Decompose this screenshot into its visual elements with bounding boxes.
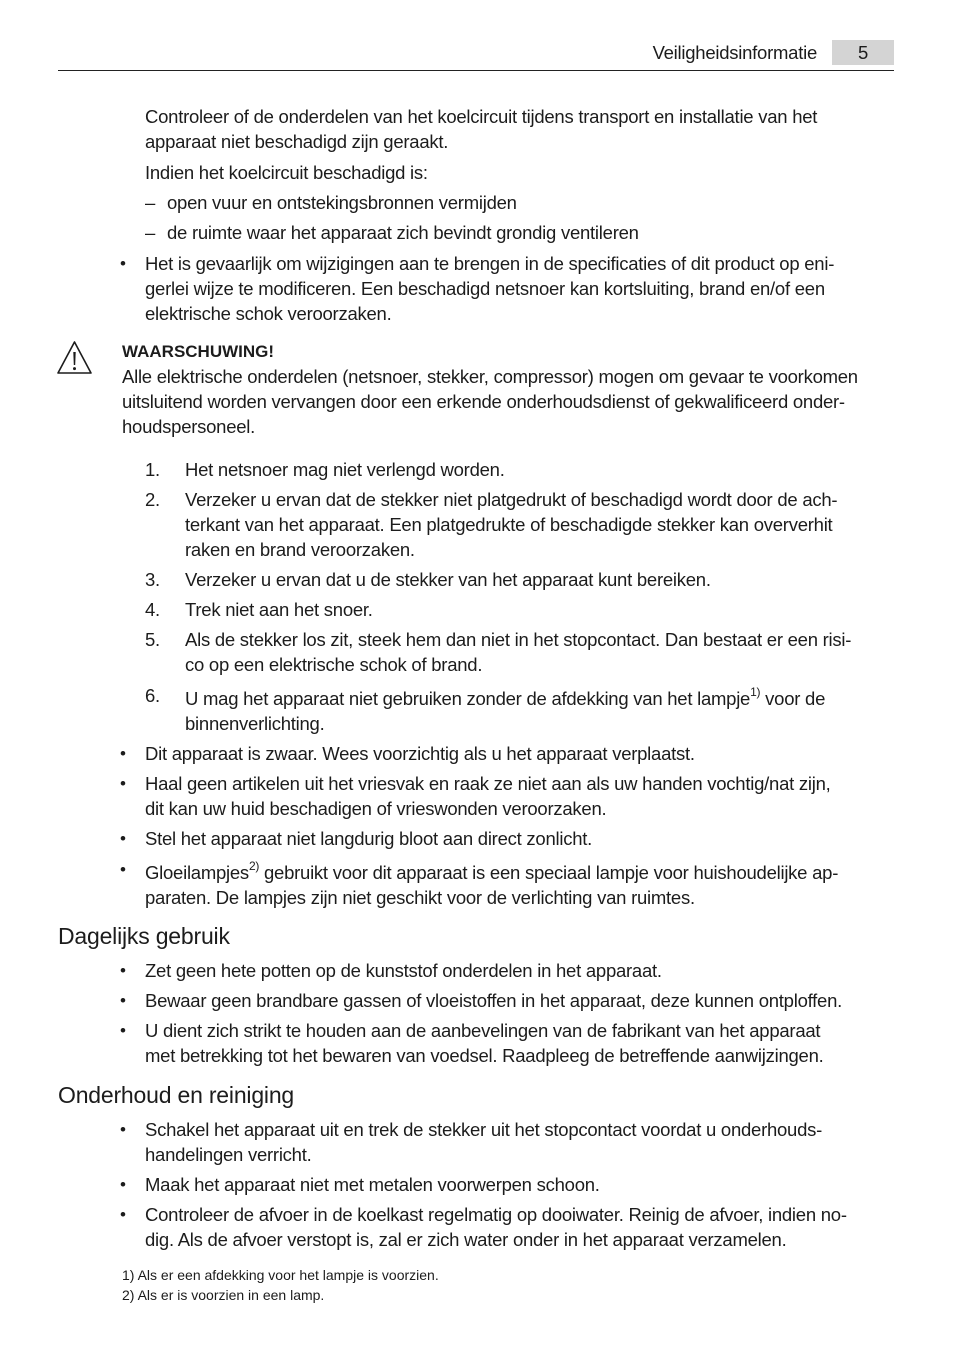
bullet-line: gebruikt voor dit apparaat is een speciaal lampje voor huishoudelijke ap- <box>259 862 839 883</box>
bullet-line: dig. Als de afvoer verstopt is, zal er zich water onder in het apparaat verzamelen. <box>145 1229 787 1250</box>
item-number: 4. <box>145 599 160 620</box>
bullet-text <box>145 771 895 821</box>
bullet-line: paraten. De lampjes zijn niet geschikt voor de verlichting van ruimtes. <box>145 887 695 908</box>
bullet-line: Haal geen artikelen uit het vriesvak en raak ze niet aan als uw handen vochtig/nat zijn, <box>145 773 831 794</box>
dash-marker: – <box>145 222 156 243</box>
bullet-item <box>118 826 895 851</box>
warning-line: houdspersoneel. <box>122 416 256 437</box>
bullet-marker: • <box>120 1175 126 1194</box>
item-line: binnenverlichting. <box>185 713 325 734</box>
bullet-item <box>118 1172 895 1197</box>
bullet-text: Dit apparaat is zwaar. Wees voorzichtig als u het apparaat verplaatst. <box>145 743 695 764</box>
item-text: Het netsnoer mag niet verlengd worden. <box>185 459 505 480</box>
bullet-text <box>145 1117 895 1167</box>
bullet-marker: • <box>120 829 126 848</box>
bullet-text <box>145 857 895 910</box>
bullet-marker: • <box>120 1205 126 1224</box>
bullet-marker: • <box>120 774 126 793</box>
item-text <box>185 683 895 736</box>
bullet-line: elektrische schok veroorzaken. <box>145 303 392 324</box>
warning-title: WAARSCHUWING! <box>122 342 275 361</box>
footnote-2: 2) Als er is voorzien in een lamp. <box>122 1287 325 1303</box>
warning-line: Alle elektrische onderdelen (netsnoer, stekker, compressor) mogen om gevaar te voorkomen <box>122 366 858 387</box>
bullet-text: Stel het apparaat niet langdurig bloot aan direct zonlicht. <box>145 828 593 849</box>
bullet-line: Het is gevaarlijk om wijzigingen aan te brengen in de specificaties of dit product op eni- <box>145 253 835 274</box>
bullet-text <box>145 251 895 326</box>
bullet-line: met betrekking tot het bewaren van voedsel. Raadpleeg de betreffende aanwijzingen. <box>145 1045 824 1066</box>
numbered-item <box>145 683 895 736</box>
warning-line: uitsluitend worden vervangen door een erkende onderhoudsdienst of gekwalificeerd onder- <box>122 391 845 412</box>
bullet-marker: • <box>120 860 126 879</box>
footnote-ref: 1) <box>750 684 761 699</box>
bullet-line: dit kan uw huid beschadigen of vrieswonden veroorzaken. <box>145 798 607 819</box>
bullet-marker: • <box>120 254 126 273</box>
item-text <box>185 487 895 562</box>
bullet-item <box>118 251 895 326</box>
item-line: voor de <box>760 688 826 709</box>
item-line: terkant van het apparaat. Een platgedrukte of beschadigde stekker kan oververhit <box>185 514 833 535</box>
bullet-marker: • <box>120 1120 126 1139</box>
item-line: U mag het apparaat niet gebruiken zonder de afdekking van het lampje <box>185 688 751 709</box>
bullet-text: Zet geen hete potten op de kunststof onderdelen in het apparaat. <box>145 960 662 981</box>
bullet-text <box>145 1018 895 1068</box>
bullet-line: Controleer de afvoer in de koelkast regelmatig op dooiwater. Reinig de afvoer, indien no- <box>145 1204 847 1225</box>
item-text <box>185 627 895 677</box>
section-title: Veiligheidsinformatie <box>652 42 817 63</box>
item-number: 1. <box>145 459 160 480</box>
bullet-marker: • <box>120 1021 126 1040</box>
bullet-text: Bewaar geen brandbare gassen of vloeistoffen in het apparaat, deze kunnen ontploffen. <box>145 990 843 1011</box>
item-number: 5. <box>145 629 160 650</box>
bullet-line: gerlei wijze te modificeren. Een beschadigd netsnoer kan kortsluiting, brand en/of een <box>145 278 825 299</box>
item-number: 3. <box>145 569 160 590</box>
numbered-item <box>145 567 895 592</box>
intro-line: apparaat niet beschadigd zijn geraakt. <box>145 131 449 152</box>
item-line: Verzeker u ervan dat de stekker niet platgedrukt of beschadigd wordt door de ach- <box>185 489 838 510</box>
bullet-marker: • <box>120 961 126 980</box>
bullet-marker: • <box>120 744 126 763</box>
dash-item-text: de ruimte waar het apparaat zich bevindt grondig ventileren <box>167 222 639 243</box>
numbered-item <box>145 597 895 622</box>
page-header <box>58 40 894 71</box>
item-text: Verzeker u ervan dat u de stekker van het apparaat kunt bereiken. <box>185 569 711 590</box>
bullet-marker: • <box>120 991 126 1010</box>
bullet-item <box>118 741 895 766</box>
bullet-item <box>118 857 895 910</box>
numbered-item <box>145 487 895 562</box>
item-text: Trek niet aan het snoer. <box>185 599 373 620</box>
bullet-text: Maak het apparaat niet met metalen voorwerpen schoon. <box>145 1174 600 1195</box>
bullet-item <box>118 1018 895 1068</box>
dash-marker: – <box>145 192 156 213</box>
numbered-item <box>145 457 895 482</box>
intro-condition: Indien het koelcircuit beschadigd is: <box>145 162 428 183</box>
section-heading-maintenance: Onderhoud en reiniging <box>58 1082 294 1108</box>
warning-triangle-icon <box>56 340 93 376</box>
page-number: 5 <box>832 40 894 65</box>
bullet-item <box>118 988 895 1013</box>
item-number: 6. <box>145 685 160 706</box>
bullet-line: handelingen verricht. <box>145 1144 312 1165</box>
bullet-item <box>118 958 895 983</box>
item-number: 2. <box>145 489 160 510</box>
section-heading-daily-use: Dagelijks gebruik <box>58 923 230 949</box>
bullet-line: U dient zich strikt te houden aan de aanbevelingen van de fabrikant van het apparaat <box>145 1020 821 1041</box>
footnote-1: 1) Als er een afdekking voor het lampje is voorzien. <box>122 1267 439 1283</box>
bullet-item <box>118 1117 895 1167</box>
bullet-line: Gloeilampjes <box>145 862 249 883</box>
bullet-line: Schakel het apparaat uit en trek de stekker uit het stopcontact voordat u onderhouds- <box>145 1119 823 1140</box>
bullet-text <box>145 1202 895 1252</box>
bullet-item <box>118 1202 895 1252</box>
dash-item-text: open vuur en ontstekingsbronnen vermijden <box>167 192 517 213</box>
footnote-ref: 2) <box>248 858 260 873</box>
warning-body <box>122 364 897 439</box>
item-line: co op een elektrische schok of brand. <box>185 654 483 675</box>
item-line: raken en brand veroorzaken. <box>185 539 415 560</box>
item-line: Als de stekker los zit, steek hem dan niet in het stopcontact. Dan bestaat er een risi- <box>185 629 852 650</box>
bullet-item <box>118 771 895 821</box>
numbered-item <box>145 627 895 677</box>
intro-line: Controleer of de onderdelen van het koelcircuit tijdens transport en installatie van het <box>145 106 818 127</box>
intro-paragraph <box>145 104 895 154</box>
